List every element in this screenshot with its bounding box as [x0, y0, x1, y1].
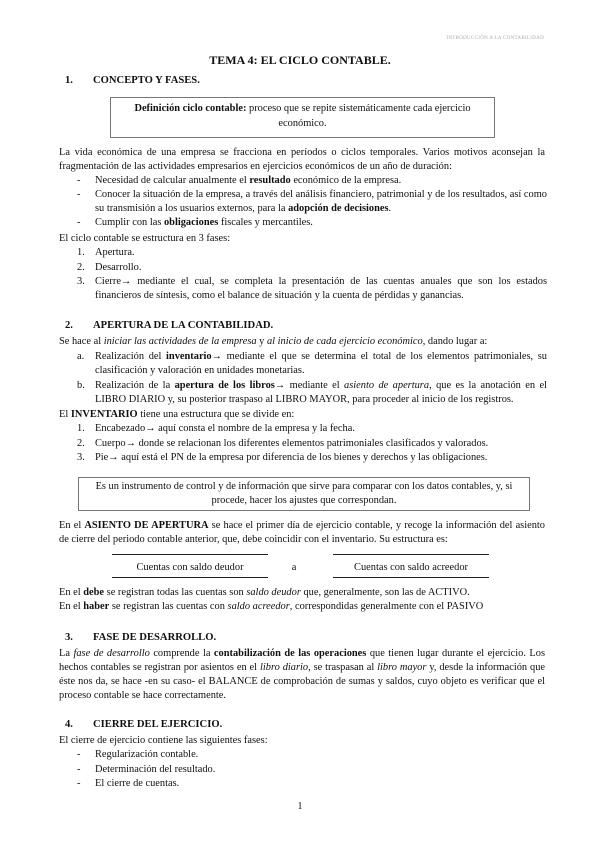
paragraph-asiento: En el ASIENTO DE APERTURA se hace el primer día de ejercicio contable, y recoge la información del asiento de cierre del periodo contable anterior, que, debe coincidir con el inventario. Su estructura es: [59, 520, 545, 545]
paragraph-apertura: Se hace al iniciar las actividades de la empresa y al inicio de cada ejercicio económico, dando lugar a: [59, 336, 488, 347]
col-debe-label: Cuentas con saldo deudor [136, 562, 244, 573]
paragraph-phases: El ciclo contable se estructura en 3 fases: [59, 233, 231, 244]
divider [333, 577, 489, 578]
paragraph-desarrollo: La fase de desarrollo comprende la contabilización de las operaciones que tienen lugar durante el ejercicio. Los hechos contables se registran por asientos en el libro diario, se traspasan al libro mayor y, desde la información que éste nos da, se hace -en su caso- el BALANCE de comprobación de sumas y saldos, cuyo objeto es verificar que el proceso contable se hace correctamente. [59, 648, 545, 701]
paragraph-intro: La vida económica de una empresa se fracciona en períodos o ciclos temporales. Varios motivos aconsejan la fragmentación de las actividades empresarios en ejercicios económicos de un año de duración: [59, 147, 545, 172]
col-haber-label: Cuentas con saldo acreedor [354, 562, 468, 573]
divider [112, 577, 268, 578]
paragraph-inventario: El INVENTARIO tiene una estructura que se divide en: [59, 409, 295, 420]
col-separator: a [291, 562, 297, 573]
page-title: TEMA 4: EL CICLO CONTABLE. [209, 53, 391, 67]
page-number: 1 [297, 801, 303, 812]
paragraph-haber: En el haber se registran las cuentas con saldo acreedor, correspondidas generalmente con el PASIVO [59, 601, 484, 612]
definition-box: Definición ciclo contable: proceso que se repite sistemáticamente cada ejercicio económico. [110, 97, 495, 138]
paragraph-debe: En el debe se registran todas las cuentas son saldo deudor que, generalmente, son las de ACTIVO. [59, 587, 470, 598]
paragraph-cierre: El cierre de ejercicio contiene las siguientes fases: [59, 735, 268, 746]
divider [112, 554, 268, 555]
document-page: INTRODUCCIÓN A LA CONTABILIDAD TEMA 4: EL CICLO CONTABLE. 1. CONCEPTO Y FASES. Definición ciclo contable: proceso que se repite sistemáticamente cada ejercicio económico. La vida económica de una empresa se fracciona en períodos o ciclos temporales. Varios motivos aconsejan la fragmentación de las actividades empresarios en ejercicios económicos de un año de duración: - Necesidad de calcular anualmente el resultado económico de la empresa. - Conocer la situación de la empresa, a través del análisis financiero, patrimonial y de los resultados, así como su transmisión a los usuarios externos, para la adopción de decisiones. - Cumplir con las obligaciones fiscales y mercantiles. El ciclo contable se estructura en 3 fases: 1. Apertura. 2. Desarrollo. 3. Cierre→ mediante el cual, se completa la presentación de las cuentas anuales que son los estados financieros de síntesis, como el balance de situación y la cuenta de pérdidas y ganancias. 2. APERTURA DE LA CONTABILIDAD. Se hace al iniciar las actividades de la empresa y al inicio de cada ejercicio económico, dando lugar a: a. Realización del inventario→ mediante el que se determina el total de los elementos patrimoniales, su clasificación y valoración en unidades monetarias. b. Realización de la apertura de los libros→ mediante el asiento de apertura, que es la anotación en el LIBRO DIARIO y, su posterior traspaso al LIBRO MAYOR, para proceder al inicio de los registros. El INVENTARIO tiene una estructura que se divide en: 1. Encabezado→ aquí consta el nombre de la empresa y la fecha. 2. Cuerpo→ donde se relacionan los diferentes elementos patrimoniales clasificados y valorados. 3. Pie→ aquí está el PN de la empresa por diferencia de los bienes y derechos y las obligaciones. Es un instrumento de control y de información que sirve para comparar con los datos contables, y, si procede, hacer los ajustes que correspondan. En el ASIENTO DE APERTURA se hace el primer día de ejercicio contable, y recoge la información del asiento de cierre del periodo contable anterior, que, debe coincidir con el inventario. Su estructura es: Cuentas con saldo deudor a Cuentas con saldo acreedor En el debe se registran todas las cuentas son saldo deudor que, generalmente, son las de ACTIVO. En el haber se registran las cuentas con saldo acreedor, correspondidas generalmente con el PASIVO 3. FASE DE DESARROLLO. La fase de desarrollo comprende la contabilización de las operaciones que tienen lugar durante el ejercicio. Los hechos contables se registran por asientos en el libro diario, se traspasan al libro mayor y, desde la información que éste nos da, se hace -en su caso- el BALANCE de comprobación de sumas y saldos, cuyo objeto es verificar que el proceso contable se hace correctamente. 4. CIERRE DEL EJERCICIO. El cierre de ejercicio contiene las siguientes fases: - Regularización contable. - Determinación del resultado. - El cierre de cuentas. 1 [0, 0, 600, 848]
inventario-note-box: Es un instrumento de control y de información que sirve para comparar con los datos contables, y, si procede, hacer los ajustes que correspondan. [78, 477, 530, 511]
running-header: INTRODUCCIÓN A LA CONTABILIDAD [446, 36, 544, 41]
divider [333, 554, 489, 555]
